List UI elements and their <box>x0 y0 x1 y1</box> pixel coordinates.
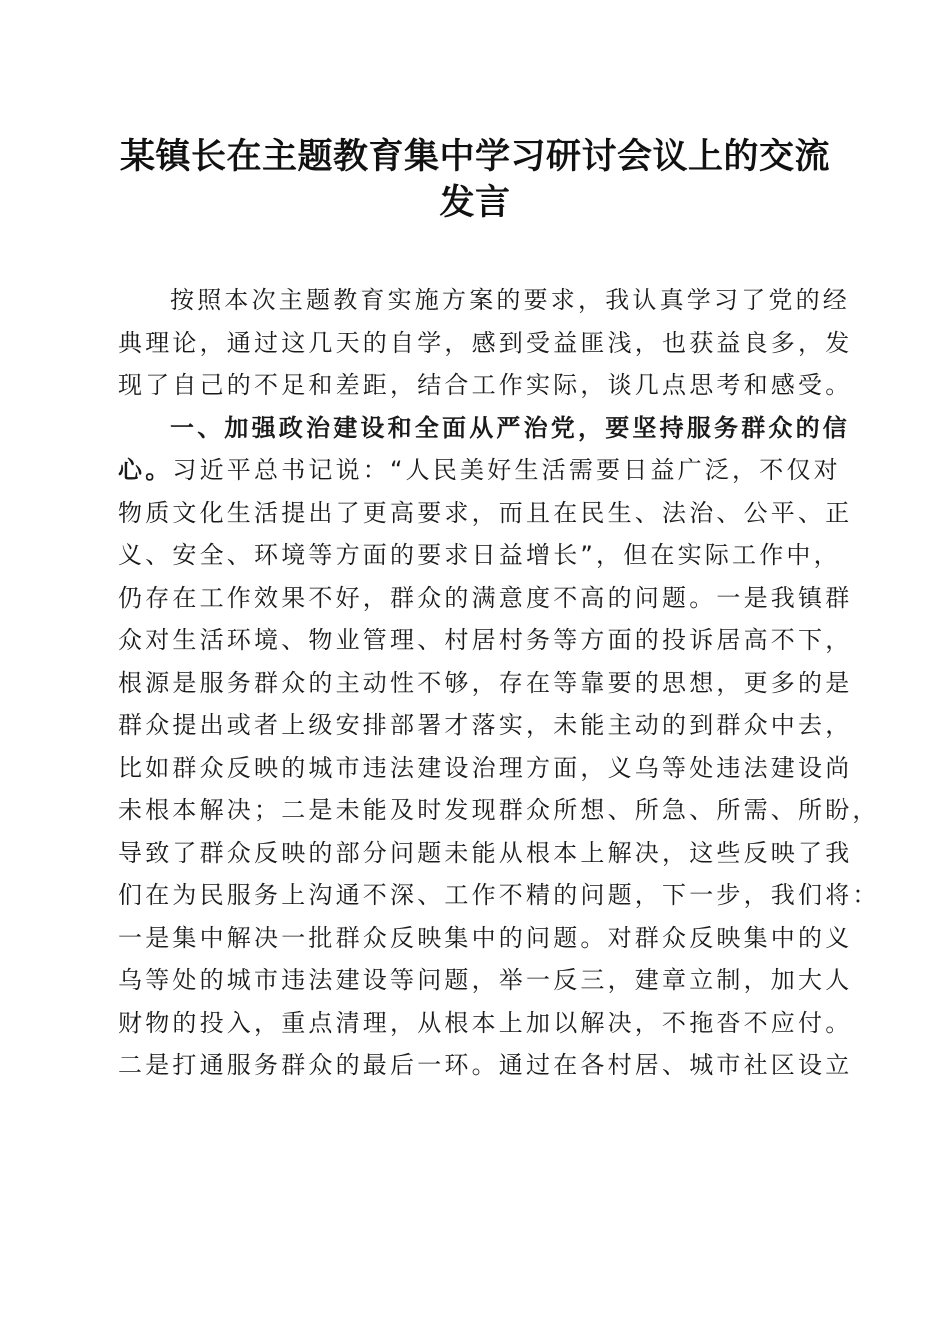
paragraph-2-line-15: 财物的投入，重点清理，从根本上加以解决，不拖沓不应付。 <box>118 1008 853 1037</box>
paragraph-2-line-13: 一是集中解决一批群众反映集中的问题。对群众反映集中的义 <box>118 923 853 952</box>
document-title <box>100 134 850 226</box>
paragraph-1-line-2: 典理论，通过这几天的自学，感到受益匪浅，也获益良多，发 <box>118 328 853 357</box>
paragraph-2-line-3: 物质文化生活提出了更高要求，而且在民生、法治、公平、正 <box>118 498 853 527</box>
paragraph-2-line-4: 义、安全、环境等方面的要求日益增长”，但在实际工作中， <box>118 541 841 569</box>
section-1-heading-end: 心。 <box>118 456 173 484</box>
paragraph-2-line-12: 们在为民服务上沟通不深、工作不精的问题，下一步，我们将： <box>118 881 880 909</box>
paragraph-2-line-2 <box>118 449 841 492</box>
paragraph-2-line-7: 根源是服务群众的主动性不够，存在等靠要的思想，更多的是 <box>118 668 853 697</box>
paragraph-1-line-3: 现了自己的不足和差距，结合工作实际，谈几点思考和感受。 <box>118 371 853 399</box>
section-1-heading: 一、加强政治建设和全面从严治党，要坚持服务群众的信 <box>170 413 850 442</box>
title-line-2: 发言 <box>439 182 511 223</box>
paragraph-2-line-6: 众对生活环境、物业管理、村居村务等方面的投诉居高不下， <box>118 626 853 654</box>
title-line-1: 某镇长在主题教育集中学习研讨会议上的交流 <box>119 136 830 177</box>
quote-start-text: 习近平总书记说：“人民美好生活需要日益广泛，不仅对 <box>172 456 841 484</box>
paragraph-2-line-10: 未根本解决；二是未能及时发现群众所想、所急、所需、所盼， <box>118 796 880 824</box>
paragraph-1-line-1: 按照本次主题教育实施方案的要求，我认真学习了党的经 <box>170 286 850 314</box>
paragraph-2-line-9: 比如群众反映的城市违法建设治理方面，义乌等处违法建设尚 <box>118 753 853 782</box>
document-body <box>118 279 880 1087</box>
paragraph-2-line-14: 乌等处的城市违法建设等问题，举一反三，建章立制，加大人 <box>118 966 853 994</box>
paragraph-2-line-8: 群众提出或者上级安排部署才落实，未能主动的到群众中去， <box>118 711 853 739</box>
paragraph-2-line-5: 仍存在工作效果不好，群众的满意度不高的问题。一是我镇群 <box>118 583 853 612</box>
paragraph-2-line-11: 导致了群众反映的部分问题未能从根本上解决，这些反映了我 <box>118 838 853 867</box>
paragraph-2-line-16: 二是打通服务群众的最后一环。通过在各村居、城市社区设立 <box>118 1051 853 1079</box>
